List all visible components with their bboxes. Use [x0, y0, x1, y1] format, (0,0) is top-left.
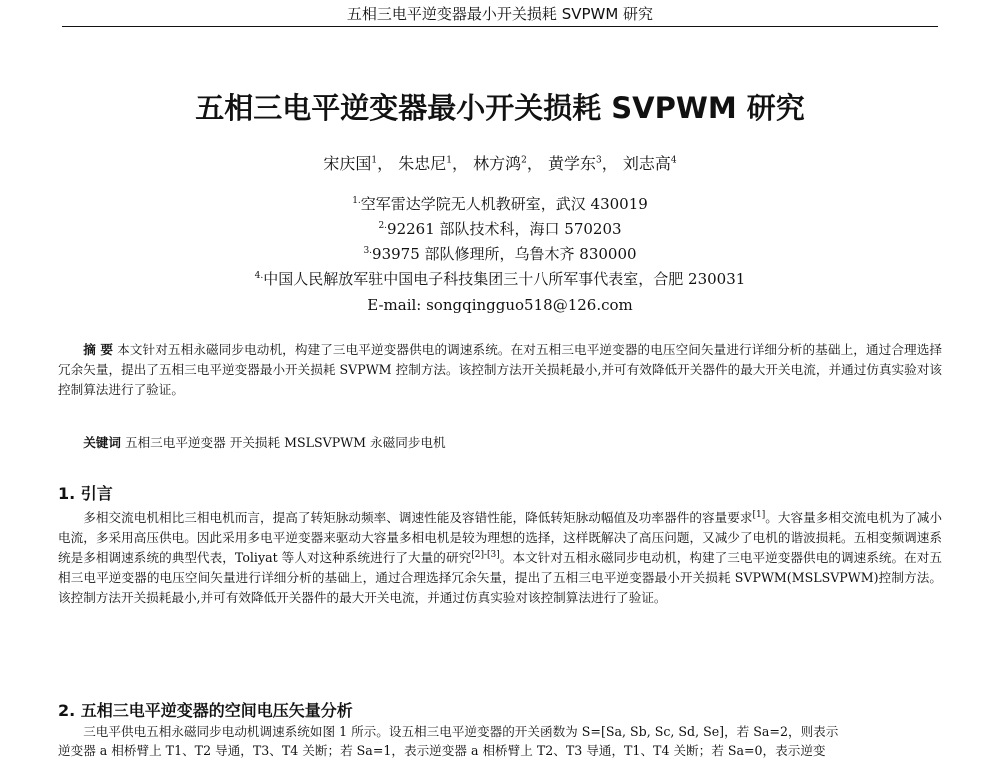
abstract — [58, 340, 942, 400]
affiliation-4 — [0, 268, 1000, 290]
running-header: 五相三电平逆变器最小开关损耗 SVPWM 研究 — [346, 5, 654, 23]
author-affil-mark: 1 — [371, 155, 378, 166]
author-separator: ， — [452, 154, 469, 173]
intro-text-1: 多相交流电机相比三相电机而言，提高了转矩脉动频率、调速性能及容错性能，降低转矩脉动幅值及功率器件的容量要求 — [83, 510, 753, 525]
author-name: 黄学东 — [547, 154, 596, 173]
section2-line-1: 三电平供电五相永磁同步电动机调速系统如图 1 所示。设五相三电平逆变器的开关函数为 S=[Sa, Sb, Sc, Sd, Se]，若 Sa=2，则表示 — [83, 724, 839, 739]
affiliation-text: 中国人民解放军驻中国电子科技集团三十八所军事代表室，合肥 230031 — [263, 270, 746, 288]
keywords — [58, 433, 942, 453]
author-affil-mark: 3 — [596, 155, 602, 166]
author-separator: ， — [377, 154, 394, 173]
author-list — [0, 152, 1000, 176]
section-heading-introduction: 1. 引言 — [58, 484, 113, 503]
author-email: E-mail: songqingguo518@126.com — [367, 296, 633, 314]
citation: [2]-[3] — [471, 549, 500, 560]
affiliation-mark: 1. — [352, 196, 361, 206]
paper-title: 五相三电平逆变器最小开关损耗 SVPWM 研究 — [195, 91, 805, 125]
introduction-paragraph — [58, 508, 942, 668]
affiliation-3 — [0, 243, 1000, 265]
affiliation-text: 92261 部队技术科，海口 570203 — [387, 220, 622, 238]
affiliation-mark: 3. — [363, 246, 373, 256]
keywords-label: 关键词 — [83, 435, 121, 450]
intro-text-3: 。本文针对五相永磁同步电动机，构建了三电平逆变器供电的调速系统。在对五相三电平逆变器的电压空间矢量进行详细分析的基础上，通过合理选择冗余矢量，提出了五相三电平逆变器最小开关损耗 SVPWM(MSLSVPWM)控制方法。该控制方法开关损耗最小,并可有效降低开关器件的最大开关电流，并通过仿真实验对该控制算法进行了验证。 — [58, 550, 942, 605]
author-name: 刘志高 — [622, 154, 671, 173]
author-separator: ， — [601, 154, 618, 173]
intro-text-2: 。大容量多相交流电机为了减小电流，多采用高压供电。因此采用多电平逆变器来驱动大容量多相电机是较为理想的选择，这样既解决了高压问题，又减少了电机的谐波损耗。五相变频调速系统是多相调速系统的典型代表，Toliyat 等人对这种系统进行了大量的研究 — [58, 510, 942, 565]
abstract-text: 本文针对五相永磁同步电动机，构建了三电平逆变器供电的调速系统。在对五相三电平逆变器的电压空间矢量进行详细分析的基础上，通过合理选择冗余矢量，提出了五相三电平逆变器最小开关损耗 SVPWM 控制方法。该控制方法开关损耗最小,并可有效降低开关器件的最大开关电流，并通过仿真实验对该控制算法进行了验证。 — [58, 342, 942, 397]
affiliation-text: 93975 部队修理所，乌鲁木齐 830000 — [372, 245, 637, 263]
author-name: 林方鸿 — [473, 154, 522, 173]
header-rule — [62, 26, 938, 27]
abstract-label: 摘 要 — [83, 342, 114, 357]
author-separator: ， — [526, 154, 543, 173]
section-heading-vector-analysis: 2. 五相三电平逆变器的空间电压矢量分析 — [58, 701, 353, 720]
affiliation-mark: 4. — [254, 271, 264, 281]
author-affil-mark: 2 — [521, 155, 527, 166]
affiliation-1 — [0, 193, 1000, 215]
citation: [1] — [752, 509, 766, 520]
affiliation-mark: 2. — [378, 221, 388, 231]
author-affil-mark: 1 — [446, 155, 453, 166]
affiliation-text: 空军雷达学院无人机教研室，武汉 430019 — [360, 195, 648, 213]
section2-line-2: 逆变器 a 相桥臂上 T1、T2 导通，T3、T4 关断；若 Sa=1，表示逆变器 a 相桥臂上 T2、T3 导通，T1、T4 关断；若 Sa=0，表示逆变 — [58, 743, 826, 758]
affiliation-2 — [0, 218, 1000, 240]
keywords-text: 五相三电平逆变器 开关损耗 MSLSVPWM 永磁同步电机 — [124, 435, 446, 450]
author-name: 宋庆国 — [323, 154, 372, 173]
author-affil-mark: 4 — [670, 155, 677, 166]
author-name: 朱忠尼 — [398, 154, 447, 173]
